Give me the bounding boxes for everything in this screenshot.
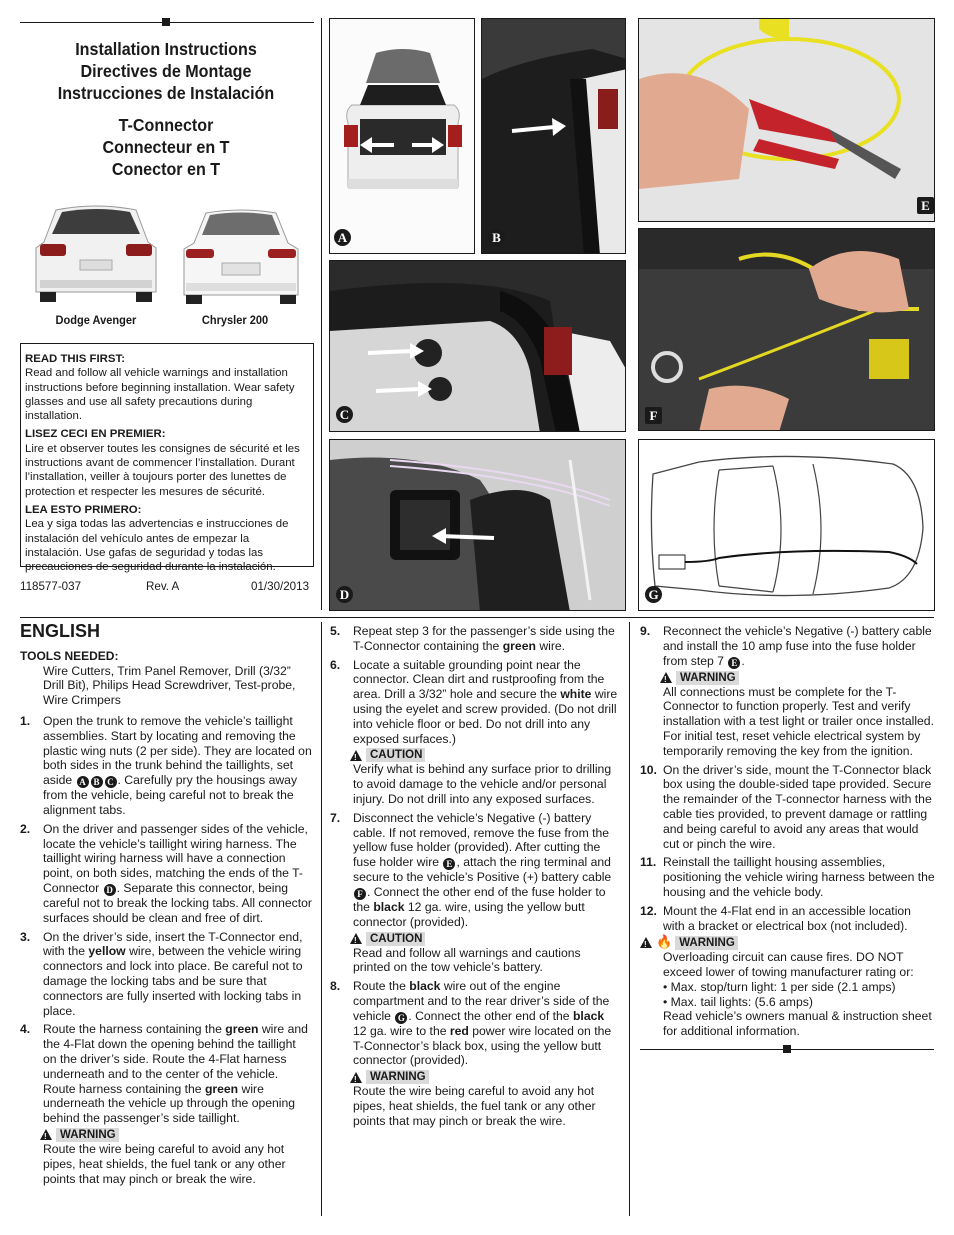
figure-a-photo bbox=[329, 18, 475, 254]
warning-tag: WARNING bbox=[366, 1070, 429, 1084]
step-9-text-b: . bbox=[741, 653, 745, 668]
step-11-number: 11. bbox=[640, 855, 657, 870]
caution-triangle-icon bbox=[350, 933, 362, 944]
step-6-number: 6. bbox=[330, 657, 341, 672]
step-8-bold-red: red bbox=[449, 1023, 469, 1038]
product-en: T-Connector bbox=[118, 115, 214, 135]
read-first-box bbox=[20, 343, 314, 574]
title-fr: Directives de Montage bbox=[80, 61, 252, 81]
step-5-bold-green: green bbox=[502, 638, 536, 653]
column-divider-right bbox=[629, 622, 630, 1216]
instructions-column-3 bbox=[640, 624, 936, 1039]
step-3-number: 3. bbox=[20, 929, 31, 944]
step-8-text-b: wire out of the engine compartment and to the rear driver’s side of the vehicle bbox=[353, 979, 610, 1023]
warning-tag: WARNING bbox=[675, 936, 738, 950]
step-4-text-a: Route the harness containing the bbox=[43, 1022, 222, 1037]
step-10-text: On the driver’s side, mount the T-Connector black box using the double-sided tape provided. Secure the remainder of the T-connector harness with the cable ties provided, to prevent damage or rattling and being careful to avoid any areas that would cut or pinch the wire. bbox=[663, 762, 932, 851]
step-4-bold-green-2: green bbox=[204, 1081, 239, 1096]
step-7-text-a: Disconnect the vehicle’s Negative (-) battery cable. If not removed, remove the fuse from the yellow fuse holder (provided). After cutting the fuse holder wire bbox=[353, 810, 610, 870]
fire-warning-line-4: Read vehicle’s owners manual & instruction sheet for additional information. bbox=[663, 1009, 932, 1039]
tools-list: Wire Cutters, Trim Panel Remover, Drill (3/32” Drill Bit), Philips Head Screwdriver, Test-probe, Wire Crimpers bbox=[43, 663, 296, 708]
read-first-body-fr: Lire et observer toutes les consignes de sécurité et les instructions avant de commencer l’installation. Durant l’installation, veiller à toujours porter des lunettes de protection et respecter les mesures de sécurité. bbox=[25, 442, 300, 498]
step-6 bbox=[330, 658, 620, 747]
title-block bbox=[32, 38, 301, 180]
step-7 bbox=[330, 811, 620, 930]
step-2-text-b: . Separate this connector, being careful not to break the locking tabs. All connector surfaces should be clean and free of dirt. bbox=[43, 880, 312, 925]
step-9-warning-label bbox=[640, 671, 936, 685]
warning-tag: WARNING bbox=[676, 671, 739, 685]
ref-g-icon: G bbox=[395, 1012, 407, 1024]
warning-triangle-icon bbox=[350, 1072, 362, 1083]
figure-e-photo bbox=[638, 18, 935, 222]
title-en: Installation Instructions bbox=[75, 39, 257, 59]
step-2-number: 2. bbox=[20, 821, 31, 836]
instructions-column-2 bbox=[330, 624, 620, 1133]
ref-c-icon: C bbox=[105, 776, 117, 788]
step-9-text-a: Reconnect the vehicle’s Negative (-) battery cable and install the 10 amp fuse into the fuse holder from step 7 bbox=[663, 624, 932, 668]
step-4-text-c: wire underneath the vehicle up through the opening behind the passenger’s side taillight. bbox=[43, 1081, 296, 1126]
step-7-text-d: 12 ga. wire, using the yellow butt connector (provided). bbox=[353, 899, 585, 929]
step-10 bbox=[640, 763, 936, 852]
step-4-warning-text: Route the wire being careful to avoid any hot pipes, heat shields, the fuel tank or any other points that may pinch or break the wire. bbox=[43, 1141, 286, 1186]
warning-triangle-icon bbox=[640, 937, 652, 948]
language-heading: ENGLISH bbox=[20, 621, 101, 641]
fire-warning-label bbox=[640, 935, 936, 950]
step-7-caution-text: Read and follow all warnings and cautions printed on the tow vehicle’s battery. bbox=[353, 945, 581, 975]
step-1-text-b: . Carefully pry the housings away from the vehicle, being careful not to break the alignment tabs. bbox=[43, 773, 298, 817]
column-divider-left bbox=[321, 622, 322, 1216]
step-1-number: 1. bbox=[20, 713, 31, 728]
figure-e-badge: E bbox=[917, 197, 934, 214]
read-first-body-es: Lea y siga todas las advertencias e instrucciones de instalación del vehículo antes de empezar la instalación. Use gafas de seguridad y todas las precauciones de seguridad durante la instalación. bbox=[25, 518, 289, 574]
fire-warning-text bbox=[640, 950, 936, 1039]
figure-b-badge: B bbox=[488, 229, 505, 246]
step-6-text-b: wire using the eyelet and screw provided. (Do not drill into vehicle floor or bed. Do not drill into any exposed surfaces.) bbox=[353, 687, 618, 746]
read-first-heading-es: LEA ESTO PRIMERO: bbox=[25, 503, 142, 516]
step-9-number: 9. bbox=[640, 624, 651, 638]
step-8-warning-label bbox=[330, 1070, 620, 1084]
step-8-text-e: power wire located on the T-Connector’s black box, using the yellow butt connector (provided). bbox=[353, 1023, 612, 1068]
step-5 bbox=[330, 624, 620, 654]
fire-icon: 🔥 bbox=[656, 934, 673, 950]
step-12-text: Mount the 4-Flat end in an accessible location with a bracket or electrical box (not included). bbox=[663, 903, 911, 933]
product-es: Conector en T bbox=[111, 159, 221, 179]
step-12-number: 12. bbox=[640, 903, 657, 918]
figure-d-badge: D bbox=[336, 586, 353, 603]
step-4-number: 4. bbox=[20, 1022, 31, 1037]
step-11-text: Reinstall the taillight housing assemblies, positioning the vehicle wiring harness between the housing and the vehicle body. bbox=[663, 855, 935, 899]
step-8-text-c: . Connect the other end of the bbox=[408, 1008, 570, 1023]
figure-a-badge: A bbox=[334, 229, 351, 246]
step-6-bold-white: white bbox=[560, 687, 592, 702]
step-6-text-a: Locate a suitable grounding point near the connector. Clean dirt and rustproofing from the area. Drill a 3/32” hole and secure the bbox=[353, 657, 605, 702]
step-5-text-b: wire. bbox=[539, 638, 566, 653]
step-8-number: 8. bbox=[330, 979, 341, 994]
step-4 bbox=[20, 1022, 312, 1126]
fire-warning-line-2: • Max. stop/turn light: 1 per side (2.1 amps) bbox=[663, 979, 896, 994]
step-8-bold-black-2: black bbox=[572, 1008, 605, 1023]
part-number: 118577-037 bbox=[20, 580, 82, 593]
step-8-bold-black-1: black bbox=[409, 979, 441, 994]
warning-tag: WARNING bbox=[56, 1128, 119, 1142]
step-11 bbox=[640, 855, 936, 899]
product-fr: Connecteur en T bbox=[102, 137, 230, 157]
caution-tag: CAUTION bbox=[366, 932, 425, 946]
figure-g-diagram bbox=[638, 439, 935, 611]
ref-d-icon: D bbox=[104, 884, 116, 896]
dodge-avenger-image bbox=[30, 200, 162, 304]
step-5-number: 5. bbox=[330, 624, 341, 638]
tools-heading: TOOLS NEEDED: bbox=[20, 648, 119, 663]
step-7-number: 7. bbox=[330, 810, 341, 825]
step-7-text-c: . Connect the other end of the fuse holder to the bbox=[353, 884, 606, 914]
ref-a-icon: A bbox=[77, 776, 89, 788]
step-1-text-a: Open the trunk to remove the vehicle’s taillight assemblies. Start by locating and removing the plastic wing nuts (2 per side). They are located on both sides in the trunk behind the taillights, set aside bbox=[43, 713, 312, 788]
title-es: Instrucciones de Instalación bbox=[57, 83, 275, 103]
step-3-bold-yellow: yellow bbox=[88, 944, 126, 959]
step-3 bbox=[20, 930, 312, 1019]
figure-c-badge: C bbox=[336, 406, 353, 423]
figure-b-photo bbox=[481, 18, 626, 254]
step-6-caution-text: Verify what is behind any surface prior to drilling to avoid damage to the vehicle and/or personal injury. Do not drill into any exposed surfaces. bbox=[353, 762, 612, 806]
figure-c-photo bbox=[329, 260, 626, 432]
step-9 bbox=[640, 624, 936, 669]
step-5-text-a: Repeat step 3 for the passenger’s side using the T-Connector containing the bbox=[353, 624, 615, 653]
section-divider bbox=[20, 617, 934, 618]
vehicle-label-dodge: Dodge Avenger bbox=[55, 313, 137, 327]
step-12 bbox=[640, 904, 936, 934]
read-first-heading-en: READ THIS FIRST: bbox=[25, 353, 125, 365]
end-rule-marker bbox=[783, 1045, 791, 1053]
step-4-text-b: wire and the 4-Flat down the opening behind the taillight on the driver’s side. Route the 4-Flat harness underneath and to the center of the vehicle. Route harness containing the bbox=[43, 1022, 308, 1096]
step-10-number: 10. bbox=[640, 762, 657, 777]
vehicle-label-chrysler: Chrysler 200 bbox=[201, 313, 269, 327]
read-first-heading-fr: LISEZ CECI EN PREMIER: bbox=[25, 428, 166, 441]
figure-f-badge: F bbox=[645, 407, 662, 424]
warning-triangle-icon bbox=[660, 672, 672, 683]
step-8-text-d: 12 ga. wire to the bbox=[353, 1023, 447, 1038]
revision: Rev. A bbox=[146, 580, 180, 593]
fire-warning-line-3: • Max. tail lights: (5.6 amps) bbox=[663, 994, 813, 1009]
instructions-column-1 bbox=[20, 621, 312, 1190]
ref-b-icon: B bbox=[91, 776, 103, 788]
caution-triangle-icon bbox=[350, 750, 362, 761]
step-8 bbox=[330, 979, 620, 1068]
figure-d-photo bbox=[329, 439, 626, 611]
warning-triangle-icon bbox=[40, 1129, 52, 1140]
step-1 bbox=[20, 714, 312, 818]
step-8-warning-text: Route the wire being careful to avoid any hot pipes, heat shields, the fuel tank or any other points that may pinch or break the wire. bbox=[353, 1084, 596, 1128]
step-3-text-a: On the driver’s side, insert the T-Connector end, with the bbox=[43, 929, 303, 959]
top-rule-marker bbox=[162, 18, 170, 26]
figure-f-photo bbox=[638, 228, 935, 431]
step-6-caution-label bbox=[330, 748, 620, 762]
read-first-body-en: Read and follow all vehicle warnings and installation instructions before beginning installation. Wear safety glasses and use all safety precautions during installation. bbox=[25, 367, 295, 423]
step-8-text-a: Route the bbox=[353, 979, 406, 994]
step-3-text-b: wire, between the vehicle wiring connectors and lock into place. Be careful not to damage the locking tabs and be sure that connectors are fully inserted with locking tabs in place. bbox=[43, 944, 303, 1018]
step-4-bold-green-1: green bbox=[225, 1022, 259, 1037]
step-7-bold-black: black bbox=[373, 899, 405, 914]
step-7-text-b: , attach the ring terminal and secure to the vehicle’s Positive (+) battery cable bbox=[353, 855, 612, 885]
ref-e-icon: E bbox=[443, 858, 455, 870]
ref-f-icon: F bbox=[354, 888, 366, 900]
step-2 bbox=[20, 822, 312, 926]
column-divider-top bbox=[321, 18, 322, 610]
figure-g-badge: G bbox=[645, 586, 662, 603]
step-4-warning-label bbox=[20, 1128, 312, 1142]
chrysler-200-image bbox=[176, 205, 306, 305]
ref-e-icon: E bbox=[728, 657, 740, 669]
step-9-warning-text: All connections must be complete for the T-Connector to function properly. Test and verify installation with a test light or trailer once installed. For initial test, reset vehicle electrical system by temporarily removing the key from the ignition. bbox=[663, 684, 934, 758]
caution-tag: CAUTION bbox=[366, 748, 425, 762]
doc-date: 01/30/2013 bbox=[251, 580, 310, 593]
step-2-text-a: On the driver and passenger sides of the vehicle, locate the vehicle’s taillight wiring harness. The taillight wiring harness will have a connection point, on both sides, matching the ends of the T-Connector bbox=[43, 821, 308, 895]
fire-warning-line-1: Overloading circuit can cause fires. DO NOT exceed lower of towing manufacturer rating or: bbox=[663, 950, 914, 979]
step-7-caution-label bbox=[330, 932, 620, 946]
